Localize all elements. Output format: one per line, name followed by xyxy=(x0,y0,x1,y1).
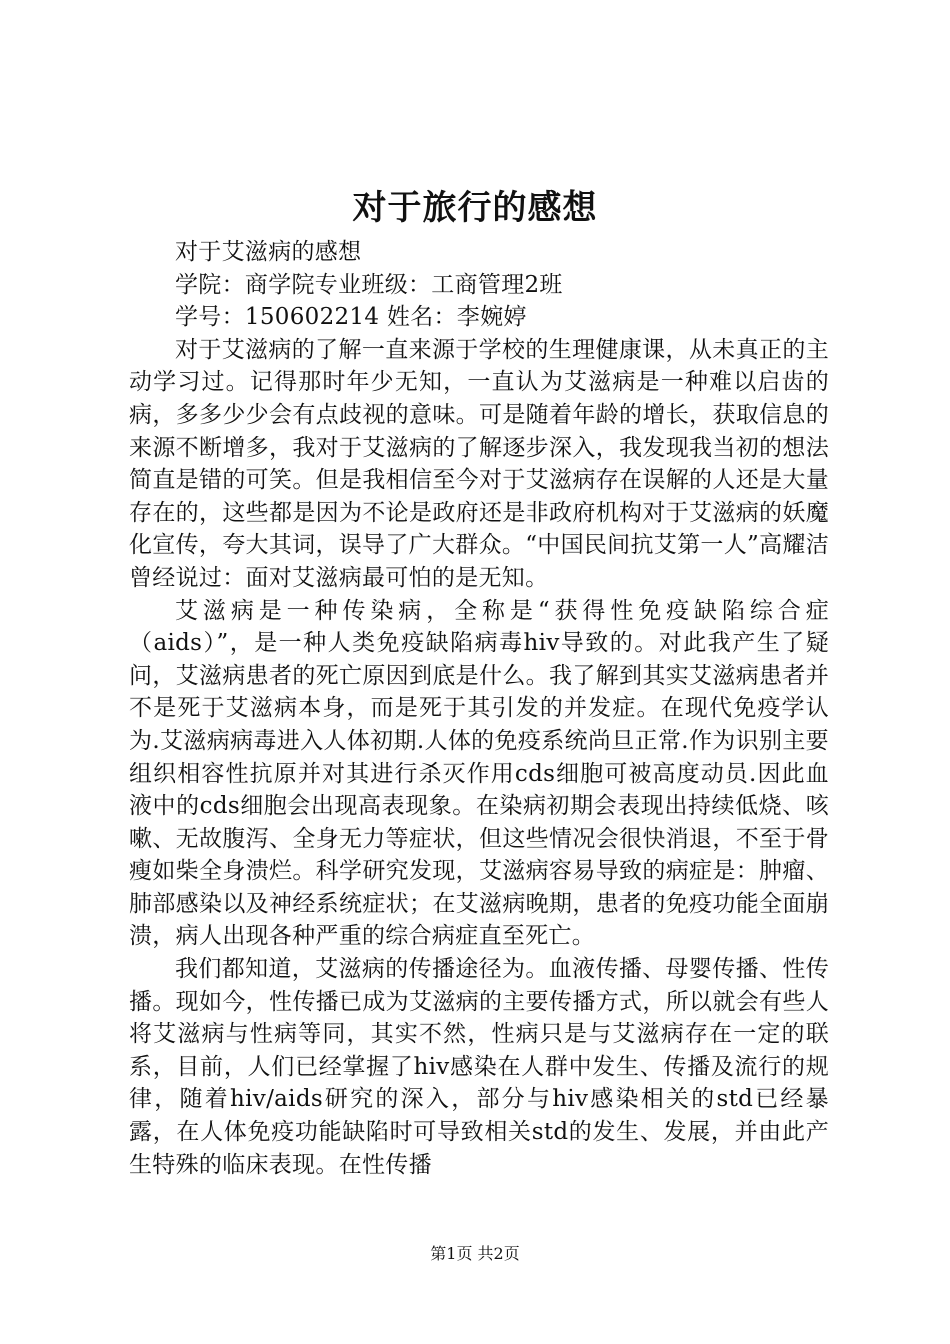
essay-heading: 对于艾滋病的感想 xyxy=(175,239,362,265)
document-body xyxy=(129,236,829,1181)
paragraph-1: 对于艾滋病的了解一直来源于学校的生理健康课，从未真正的主动学习过。记得那时年少无知，一直认为艾滋病是一种难以启齿的病，多多少少会有点歧视的意味。可是随着年龄的增长，获取信息的来源不断增多，我对于艾滋病的了解逐步深入，我发现我当初的想法简直是错的可笑。但是我相信至今对于艾滋病存在误解的人还是大量存在的，这些都是因为不论是政府还是非政府机构对于艾滋病的妖魔化宣传，夸大其词，误导了广大群众。“中国民间抗艾第一人”高耀洁曾经说过：面对艾滋病最可怕的是无知。 xyxy=(129,336,829,591)
document-title: 对于旅行的感想 xyxy=(352,188,598,228)
page-footer: 第1页 共2页 xyxy=(430,1244,520,1263)
author-college-line: 学院：商学院专业班级：工商管理2班 xyxy=(175,271,563,298)
paragraph-2: 艾滋病是一种传染病，全称是“获得性免疫缺陷综合症（aids）”，是一种人类免疫缺陷病毒hiv导致的。对此我产生了疑问，艾滋病患者的死亡原因到底是什么。我了解到其实艾滋病患者并不是死于艾滋病本身，而是死于其引发的并发症。在现代免疫学认为.艾滋病病毒进入人体初期.人体的免疫系统尚旦正常.作为识别主要组织相容性抗原并对其进行杀灭作用cds细胞可被高度动员.因此血液中的cds细胞会出现高表现象。在染病初期会表现出持续低烧、咳嗽、无故腹泻、全身无力等症状，但这些情况会很快消退，不至于骨瘦如柴全身溃烂。科学研究发现，艾滋病容易导致的病症是：肿瘤、肺部感染以及神经系统症状；在艾滋病晚期，患者的免疫功能全面崩溃，病人出现各种严重的综合病症直至死亡。 xyxy=(129,597,829,950)
paragraph-3: 我们都知道，艾滋病的传播途径为。血液传播、母婴传播、性传播。现如今，性传播已成为艾滋病的主要传播方式，所以就会有些人将艾滋病与性病等同，其实不然，性病只是与艾滋病存在一定的联系，目前，人们已经掌握了hiv感染在人群中发生、传播及流行的规律，随着hiv/aids研究的深入，部分与hiv感染相关的std已经暴露，在人体免疫功能缺陷时可导致相关std的发生、发展，并由此产生特殊的临床表现。在性传播 xyxy=(129,956,829,1178)
author-id-line: 学号：150602214 姓名：李婉婷 xyxy=(175,304,527,331)
